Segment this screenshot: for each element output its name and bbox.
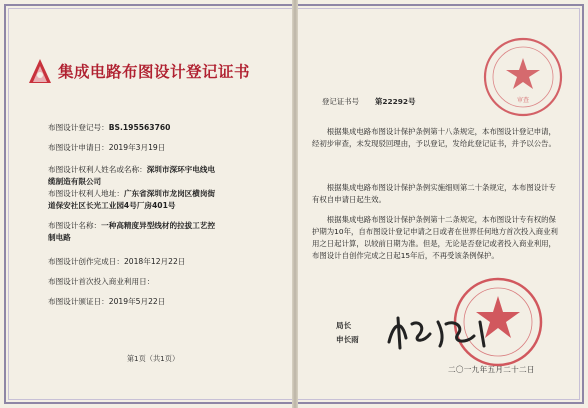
emblem-icon — [26, 56, 54, 86]
page-number: 第1页（共1页） — [126, 354, 180, 363]
paragraph-3: 根据集成电路布图设计保护条例第十二条规定，本布图设计专有权的保护期为10年，自布图设计登记申请之日或者在世界任何地方首次投入商业利用之日起计算，以较前日期为准。但是，无论是否登记或者投入商业利用，布图设计自创作完成之日起15年后，不再受该条例保护。 — [312, 215, 558, 260]
issue-date: 布图设计颁证日：2019年5月22日 — [48, 297, 166, 306]
right-page — [302, 14, 570, 394]
handwritten-signature — [384, 312, 504, 352]
left-page — [18, 14, 288, 394]
director-title: 局长 — [336, 321, 352, 330]
certificate-number-label: 登记证书号 — [322, 97, 359, 106]
svg-text:审查: 审查 — [516, 97, 530, 104]
design-name: 布图设计名称：一种高精度异型线材的拉拔工艺控 制电路 — [48, 221, 216, 242]
owner-address: 布图设计权利人地址：广东省深圳市龙岗区横岗街 道保安社区长光工业园4号厂房401号 — [48, 189, 216, 210]
owner-name: 布图设计权利人姓名或名称：深圳市深环宇电线电 缆制造有限公司 — [48, 165, 216, 186]
certificate-number: 第22292号 — [374, 97, 416, 106]
application-date: 布图设计申请日：2019年3月19日 — [48, 143, 166, 152]
certificate-number-row — [322, 96, 415, 107]
center-fold — [292, 0, 298, 408]
issue-date-text: 二〇一九年五月二十二日 — [448, 365, 535, 374]
director-name: 申长雨 — [336, 335, 359, 344]
registration-number: 布图设计登记号：BS.195563760 — [48, 123, 171, 132]
first-commercial-use: 布图设计首次投入商业利用日： — [48, 277, 155, 286]
certificate-title: 集成电路布图设计登记证书 — [58, 62, 251, 81]
creation-date: 布图设计创作完成日：2018年12月22日 — [48, 257, 186, 266]
official-seal-top — [482, 36, 564, 118]
paragraph-2: 根据集成电路布图设计保护条例实施细则第二十条规定，本布图设计专有权自申请日起生效。 — [312, 183, 556, 204]
title-row — [26, 56, 250, 86]
paragraph-1: 根据集成电路布图设计保护条例第十八条规定，本布图设计登记申请，经初步审查，未发现驳回理由，予以登记，发给此登记证书，并予以公告。 — [312, 127, 556, 148]
